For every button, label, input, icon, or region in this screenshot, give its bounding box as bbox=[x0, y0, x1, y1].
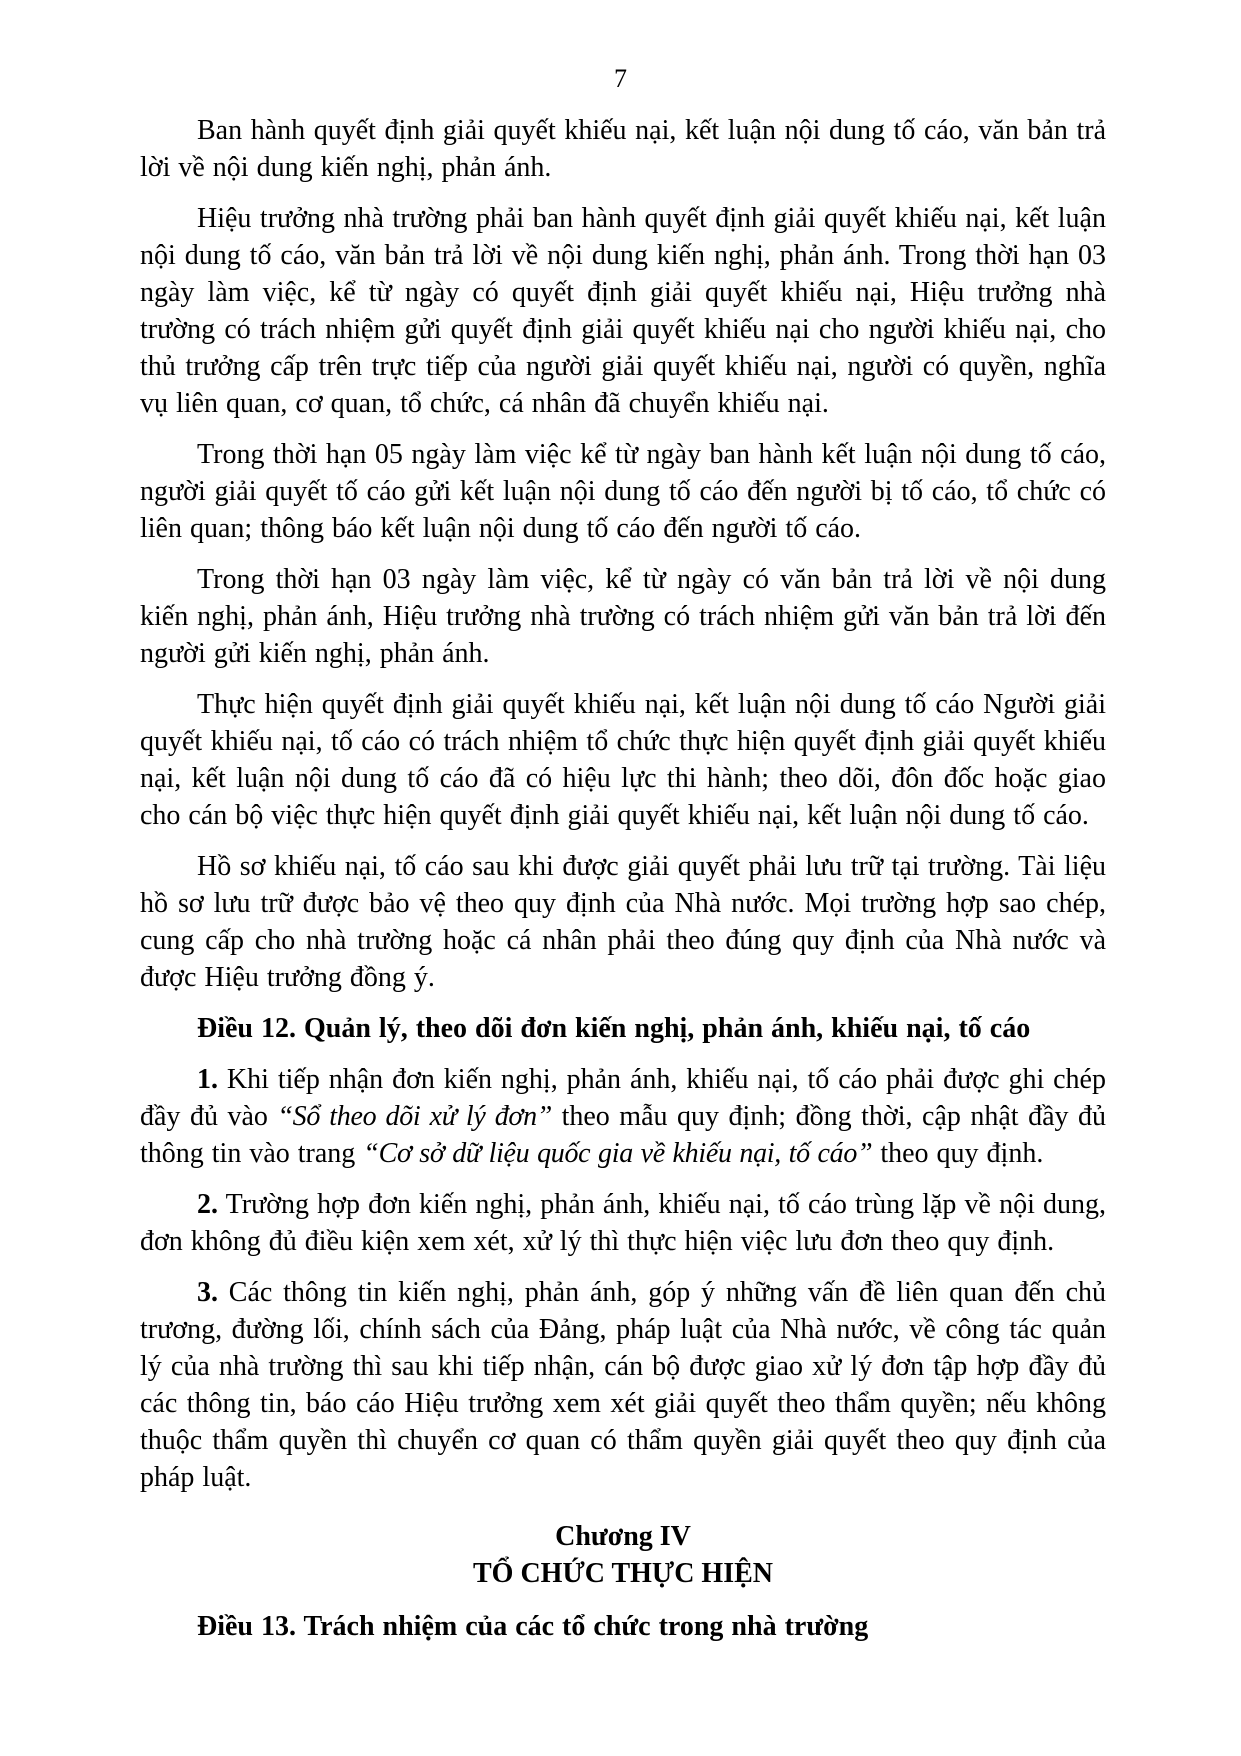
page-number: 7 bbox=[614, 64, 627, 93]
paragraph-thoi-han-03-ngay: Trong thời hạn 03 ngày làm việc, kể từ ngày có văn bản trả lời về nội dung kiến nghị, phản ánh, Hiệu trưởng nhà trường có trách nhiệm gửi văn bản trả lời đến người gửi kiến nghị, phản ánh. bbox=[140, 564, 1106, 669]
paragraph-hieu-truong-ban-hanh: Hiệu trưởng nhà trường phải ban hành quyết định giải quyết khiếu nại, kết luận nội dung tố cáo, văn bản trả lời về nội dung kiến nghị, phản ánh. Trong thời hạn 03 ngày làm việc, kể từ ngày có quyết định giải quyết khiếu nại, Hiệu trưởng nhà trường có trách nhiệm gửi quyết định giải quyết khiếu nại cho người khiếu nại, cho thủ trưởng cấp trên trực tiếp của người giải quyết khiếu nại, người có quyền, nghĩa vụ liên quan, cơ quan, tổ chức, cá nhân đã chuyển khiếu nại. bbox=[140, 203, 1106, 419]
item-2-text: Trường hợp đơn kiến nghị, phản ánh, khiếu nại, tố cáo trùng lặp về nội dung, đơn không đủ điều kiện xem xét, xử lý thì thực hiện việc lưu đơn theo quy định. bbox=[140, 1189, 1106, 1257]
list-item-3 bbox=[140, 1274, 1106, 1496]
item-1-quote-co-so-du-lieu: “Cơ sở dữ liệu quốc gia về khiếu nại, tố cáo” bbox=[363, 1138, 873, 1169]
list-item-2 bbox=[140, 1186, 1106, 1260]
list-item-1 bbox=[140, 1061, 1106, 1172]
page-content bbox=[140, 112, 1106, 1659]
paragraph-thuc-hien-quyet-dinh: Thực hiện quyết định giải quyết khiếu nại, kết luận nội dung tố cáo Người giải quyết khiếu nại, tố cáo có trách nhiệm tổ chức thực hiện quyết định giải quyết khiếu nại, kết luận nội dung tố cáo đã có hiệu lực thi hành; theo dõi, đôn đốc hoặc giao cho cán bộ việc thực hiện quyết định giải quyết khiếu nại, kết luận nội dung tố cáo. bbox=[140, 689, 1106, 831]
item-1-text-1: Khi tiếp nhận đơn kiến nghị, phản ánh, khiếu nại, tố cáo phải được ghi chép đầy đủ vào bbox=[140, 1064, 1106, 1132]
item-1-text-2: theo mẫu quy định; đồng thời, cập nhật đầy đủ thông tin vào trang bbox=[140, 1101, 1107, 1169]
paragraph-thoi-han-05-ngay: Trong thời hạn 05 ngày làm việc kể từ ngày ban hành kết luận nội dung tố cáo, người giải quyết tố cáo gửi kết luận nội dung tố cáo đến người bị tố cáo, tổ chức có liên quan; thông báo kết luận nội dung tố cáo đến người tố cáo. bbox=[140, 439, 1106, 544]
item-3-number: 3. bbox=[197, 1277, 218, 1308]
item-3-text: Các thông tin kiến nghị, phản ánh, góp ý những vấn đề liên quan đến chủ trương, đường lối, chính sách của Đảng, pháp luật của Nhà nước, về công tác quản lý của nhà trường thì sau khi tiếp nhận, cán bộ được giao xử lý đơn tập hợp đầy đủ các thông tin, báo cáo Hiệu trưởng xem xét giải quyết theo thẩm quyền; nếu không thuộc thẩm quyền thì chuyển cơ quan có thẩm quyền giải quyết theo quy định của pháp luật. bbox=[140, 1277, 1106, 1493]
chapter-label: Chương IV bbox=[555, 1521, 691, 1552]
item-1-text-3: theo quy định. bbox=[872, 1138, 1044, 1169]
heading-dieu-13: Điều 13. Trách nhiệm của các tổ chức trong nhà trường bbox=[197, 1611, 869, 1642]
chapter-block bbox=[140, 1518, 1106, 1592]
item-1-quote-so-theo-doi: “Sổ theo dõi xử lý đơn” bbox=[277, 1101, 553, 1132]
paragraph-ban-hanh-quyet-dinh: Ban hành quyết định giải quyết khiếu nại, kết luận nội dung tố cáo, văn bản trả lời về nội dung kiến nghị, phản ánh. bbox=[140, 115, 1106, 183]
paragraph-ho-so-khieu-nai: Hồ sơ khiếu nại, tố cáo sau khi được giải quyết phải lưu trữ tại trường. Tài liệu hồ sơ lưu trữ được bảo vệ theo quy định của Nhà nước. Mọi trường hợp sao chép, cung cấp cho nhà trường hoặc cá nhân phải theo đúng quy định của Nhà nước và được Hiệu trưởng đồng ý. bbox=[140, 851, 1106, 993]
item-1-number: 1. bbox=[197, 1064, 218, 1095]
chapter-title: TỔ CHỨC THỰC HIỆN bbox=[473, 1558, 773, 1589]
heading-dieu-12: Điều 12. Quản lý, theo dõi đơn kiến nghị, phản ánh, khiếu nại, tố cáo bbox=[197, 1013, 1031, 1044]
item-2-number: 2. bbox=[197, 1189, 218, 1220]
